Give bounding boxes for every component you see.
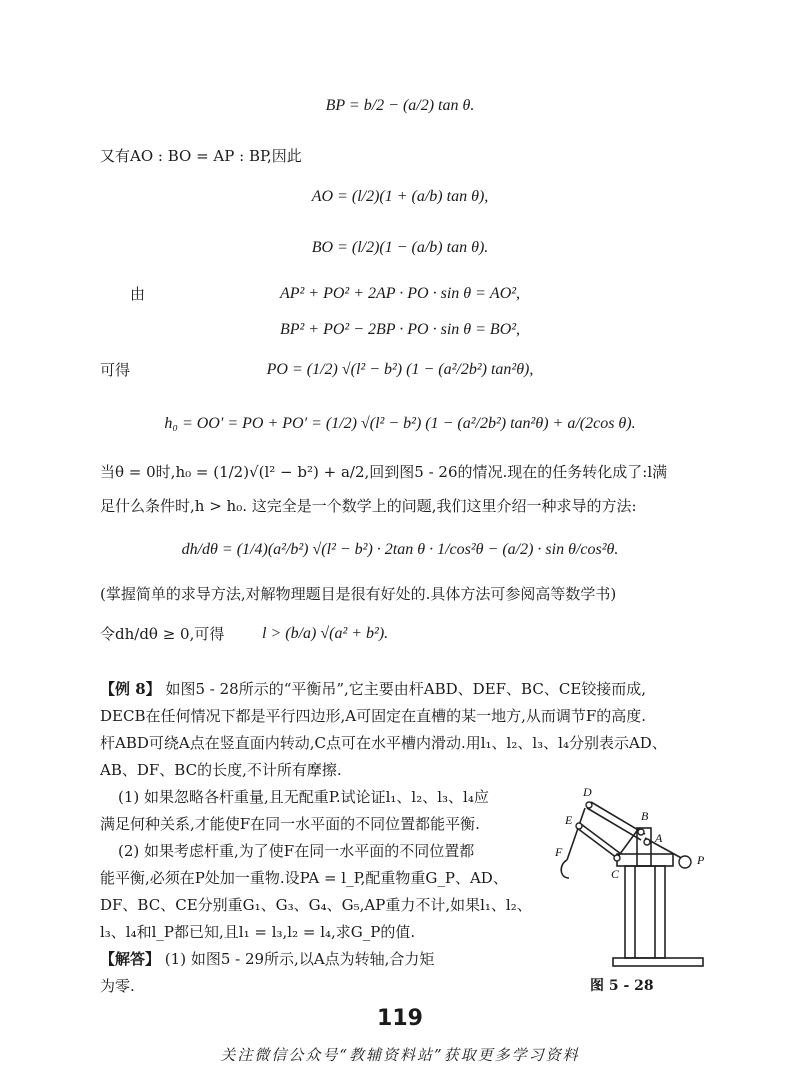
equation-condition: l > (b/a) √(a² + b²). (262, 625, 389, 642)
theta-zero-line-1: 当θ = 0时,h₀ = (1/2)√(l² − b²) + a/2,回到图5 - 26的情况.现在的任务转化成了:l满 (100, 463, 668, 481)
label-p: P (697, 853, 705, 867)
example-line-1: 如图5 - 28所示的“平衡吊”,它主要由杆ABD、DEF、BC、CE铰接而成, (165, 680, 647, 698)
condition-prefix: 令dh/dθ ≥ 0,可得 (100, 625, 225, 643)
rod-ce (577, 828, 617, 858)
question-1-line-2: 满足何种关系,才能使F在同一水平面的不同位置都能平衡. (100, 815, 480, 833)
equation-h0: h₀ = OO′ = PO + PO′ = (1/2) √(l² − b²) (1 − (a²/2b²) tan²θ) + a/(2cos θ). (164, 415, 636, 432)
label-d: D (583, 785, 592, 799)
example-8-block (100, 676, 720, 784)
question-2-line-4: l₃、l₄和l_P都已知,且l₁ = l₃,l₂ = l₄,求G_P的值. (100, 923, 416, 941)
answer-line-2: 为零. (100, 977, 135, 995)
answer-text-1: (1) 如图5 - 29所示,以A点为转轴,合力矩 (164, 950, 435, 968)
answer-tag: 【解答】 (100, 950, 161, 968)
label-f: F (555, 845, 563, 859)
label-e: E (565, 813, 573, 827)
equation-bo: BO = (l/2)(1 − (a/b) tan θ). (311, 239, 489, 256)
pivot-d (586, 802, 592, 808)
example-line-2: DECB在任何情况下都是平行四边形,A可固定在直槽的某一地方,从而调节F的高度. (100, 707, 647, 725)
label-a: A (655, 831, 663, 845)
ratio-intro: 又有AO : BO = AP : BP,因此 (100, 147, 302, 165)
example-tag: 【例 8】 (100, 680, 161, 698)
equation-bp-law: BP² + PO² − 2BP · PO · sin θ = BO², (279, 321, 521, 338)
rod-ce-inner (581, 824, 621, 854)
horizontal-slot (617, 854, 673, 866)
derive-label: 可得 (100, 361, 131, 379)
hook (561, 860, 569, 878)
method-note: (掌握简单的求导方法,对解物理题目是很有好处的.具体方法可参阅高等数学书) (100, 585, 617, 603)
by-label: 由 (130, 285, 146, 303)
crane-base-plate (613, 958, 703, 966)
label-c: C (611, 867, 620, 881)
example-line-3: 杆ABD可绕A点在竖直面内转动,C点可在水平槽内滑动.用l₁、l₂、l₃、l₄分别表示AD、 (100, 734, 667, 752)
rod-abd-lower (591, 802, 645, 834)
counterweight-p (679, 856, 691, 868)
question-2-line-1: (2) 如果考虑杆重,为了使F在同一水平面的不同位置都 (118, 842, 475, 860)
balance-crane-figure (555, 780, 735, 970)
answer-line-1 (100, 946, 434, 973)
theta-zero-line-2: 足什么条件时,h > h₀. 这完全是一个数学上的问题,我们这里介绍一种求导的方法: (100, 497, 637, 515)
pivot-c (614, 855, 620, 861)
pivot-a (644, 839, 650, 845)
equation-ap-law: AP² + PO² + 2AP · PO · sin θ = AO², (279, 285, 521, 302)
figure-caption: 图 5 - 28 (590, 978, 654, 994)
question-2-line-2: 能平衡,必须在P处加一重物.设PA = l_P,配重物重G_P、AD、 (100, 869, 508, 887)
pivot-e (576, 823, 582, 829)
crane-column (625, 866, 665, 958)
page-number: 119 (377, 1006, 423, 1031)
label-b: B (641, 809, 649, 823)
equation-bp: BP = b/2 − (a/2) tan θ. (325, 97, 475, 114)
example-line-4: AB、DF、BC的长度,不计所有摩擦. (100, 761, 342, 779)
equation-derivative: dh/dθ = (1/4)(a²/b²) √(l² − b²) · 2tan θ · 1/cos²θ − (a/2) · sin θ/cos²θ. (181, 541, 619, 558)
question-2-line-3: DF、BC、CE分别重G₁、G₃、G₄、G₅,AP重力不计,如果l₁、l₂、 (100, 896, 532, 914)
question-1-line-1: (1) 如果忽略各杆重量,且无配重P.试论证l₁、l₂、l₃、l₄应 (118, 788, 489, 806)
pivot-b (638, 829, 644, 835)
footer-note: 关注微信公众号“教辅资料站”获取更多学习资料 (220, 1046, 580, 1064)
equation-po: PO = (1/2) √(l² − b²) (1 − (a²/2b²) tan²θ), (266, 361, 534, 378)
equation-ao: AO = (l/2)(1 + (a/b) tan θ), (311, 188, 489, 205)
